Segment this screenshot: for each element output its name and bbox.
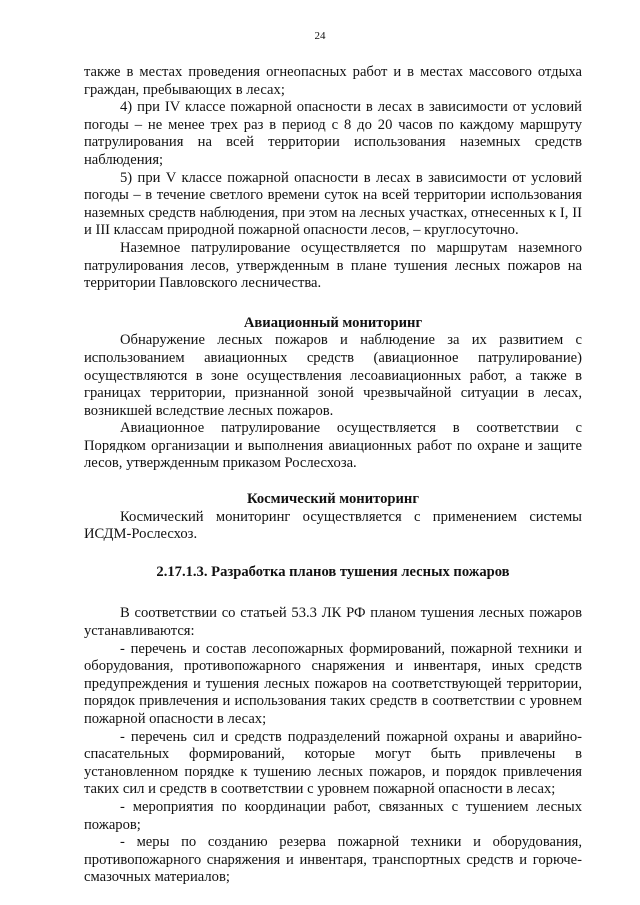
- paragraph-aviation-detection: Обнаружение лесных пожаров и наблюдение за их развитием с использованием авиационных средств (авиационное патрулирование) осуществляются в зоне осуществления лесоавиационных работ, а также в границах территории, признанной зоной чрезвычайной ситуации в лесах, возникшей вследствие лесных пожаров.: [84, 332, 582, 419]
- paragraph-item-5: 5) при V классе пожарной опасности в лесах в зависимости от условий погоды – в течение светлого времени суток на всей территории использования наземных средств наблюдения, при этом на лесных участках, отнесенных к I, II и III классам природной пожарной опасности лесов, – круглосуточно.: [84, 169, 582, 239]
- paragraph-plan-intro: В соответствии со статьей 53.3 ЛК РФ планом тушения лесных пожаров устанавливаются:: [84, 605, 582, 640]
- heading-space-monitoring: Космический мониторинг: [247, 491, 419, 508]
- paragraph-item-4: 4) при IV классе пожарной опасности в лесах в зависимости от условий погоды – не менее трех раз в период с 8 до 20 часов по каждому маршруту патрулирования на всей территории использования наземных средств наблюдения;: [84, 99, 582, 168]
- page-number: 24: [314, 30, 326, 42]
- list-item-coordination: - мероприятия по координации работ, связанных с тушением лесных пожаров;: [84, 798, 582, 833]
- paragraph-aviation-patrol: Авиационное патрулирование осуществляется в соответствии с Порядком организации и выполнения авиационных работ по охране и защите лесов, утвержденным приказом Рослесхоза.: [84, 420, 582, 472]
- heading-section-2-17-1-3: 2.17.1.3. Разработка планов тушения лесных пожаров: [156, 563, 510, 580]
- list-item-forces: - перечень сил и средств подразделений пожарной охраны и аварийно-спасательных формирований, которые могут быть привлечены в установленном порядке к тушению лесных пожаров, и порядок привлечения таких сил и средств в соответствии с уровнем пожарной опасности в лесах;: [84, 728, 582, 798]
- list-item-reserve: - меры по созданию резерва пожарной техники и оборудования, противопожарного снаряжения и инвентаря, транспортных средств и горюче-смазочных материалов;: [84, 834, 582, 886]
- list-item-formations: - перечень и состав лесопожарных формирований, пожарной техники и оборудования, противопожарного снаряжения и инвентаря, иных средств предупреждения и тушения лесных пожаров на соответствующей территории, порядок привлечения и использования таких средств в соответствии с уровнем пожарной опасности в лесах;: [84, 640, 582, 727]
- paragraph-continuation: также в местах проведения огнеопасных работ и в местах массового отдыха граждан, пребывающих в лесах;: [84, 64, 582, 98]
- document-body: [84, 64, 582, 887]
- heading-aviation-monitoring: Авиационный мониторинг: [243, 314, 423, 331]
- paragraph-ground-patrol: Наземное патрулирование осуществляется по маршрутам наземного патрулирования лесов, утвержденным в плане тушения лесных пожаров на территории Павловского лесничества.: [84, 239, 582, 292]
- paragraph-space-monitoring: Космический мониторинг осуществляется с применением системы ИСДМ-Рослесхоз.: [84, 508, 582, 543]
